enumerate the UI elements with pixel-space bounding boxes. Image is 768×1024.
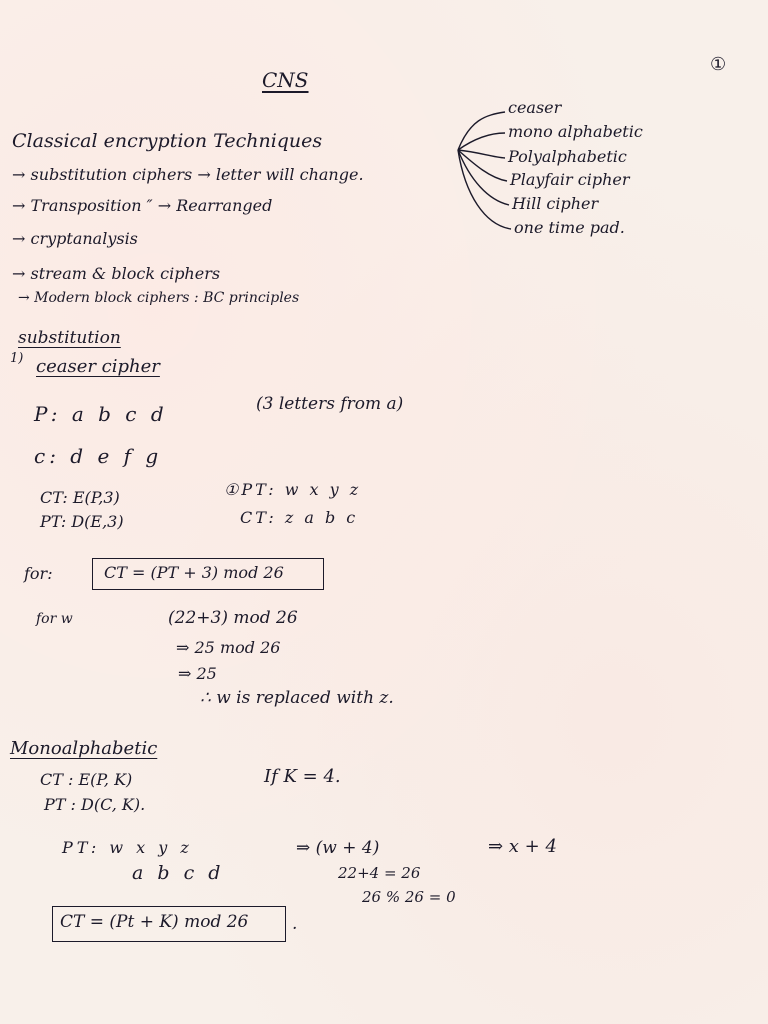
intro-line: → stream & block ciphers bbox=[12, 264, 221, 283]
note: (3 letters from a) bbox=[256, 394, 404, 414]
intro-line: → substitution ciphers → letter will change. bbox=[12, 165, 364, 184]
monoalphabetic-heading: Monoalphabetic bbox=[10, 738, 158, 759]
branch-item: Polyalphabetic bbox=[508, 147, 627, 166]
intro-line: → Transposition ″ → Rearranged bbox=[12, 196, 273, 215]
intro-line: → cryptanalysis bbox=[12, 229, 138, 248]
pt-definition: PT: D(E,3) bbox=[40, 512, 124, 531]
mono-pt-row: PT: w x y z bbox=[62, 838, 193, 857]
calc-step: (22+3) mod 26 bbox=[168, 608, 298, 628]
page-number: ① bbox=[710, 54, 727, 75]
for-w-label: for w bbox=[36, 611, 73, 627]
mono-formula: CT = (Pt + K) mod 26 bbox=[60, 912, 249, 932]
substitution-heading: substitution bbox=[18, 328, 121, 348]
ceaser-cipher-heading: ceaser cipher bbox=[36, 356, 160, 377]
calc-step: ⇒ 25 mod 26 bbox=[176, 638, 281, 657]
item-number: 1) bbox=[10, 351, 24, 366]
page-title: CNS bbox=[262, 68, 309, 92]
calc-conclusion: ∴ w is replaced with z. bbox=[200, 688, 394, 708]
mono-arrow: ⇒ x + 4 bbox=[488, 836, 557, 857]
mono-ct: CT : E(P, K) bbox=[40, 770, 133, 789]
branch-item: mono alphabetic bbox=[508, 122, 643, 141]
mono-calc: 22+4 = 26 bbox=[338, 864, 421, 882]
plaintext-row: P: a b c d bbox=[34, 402, 168, 426]
branch-item: Playfair cipher bbox=[510, 170, 630, 189]
mono-if-k: If K = 4. bbox=[264, 766, 341, 787]
ct-definition: CT: E(P,3) bbox=[40, 488, 120, 507]
intro-line: → Modern block ciphers : BC principles bbox=[18, 290, 300, 306]
mono-pt: PT : D(C, K). bbox=[44, 795, 146, 814]
ciphertext-row: c: d e f g bbox=[34, 444, 163, 468]
mono-dot: . bbox=[292, 914, 298, 934]
mono-calc: ⇒ (w + 4) bbox=[296, 838, 380, 858]
branch-item: ceaser bbox=[508, 98, 562, 117]
example-ct: CT: z a b c bbox=[240, 508, 359, 527]
mono-abcd-row: a b c d bbox=[132, 862, 225, 884]
calc-step: ⇒ 25 bbox=[178, 664, 217, 683]
for-label: for: bbox=[24, 564, 53, 583]
example-pt: ①PT: w x y z bbox=[224, 480, 362, 499]
mono-calc: 26 % 26 = 0 bbox=[362, 888, 456, 906]
branch-item: Hill cipher bbox=[512, 194, 599, 213]
caesar-formula: CT = (PT + 3) mod 26 bbox=[104, 563, 284, 582]
branch-item: one time pad. bbox=[514, 218, 625, 237]
section-heading: Classical encryption Techniques bbox=[12, 130, 323, 152]
